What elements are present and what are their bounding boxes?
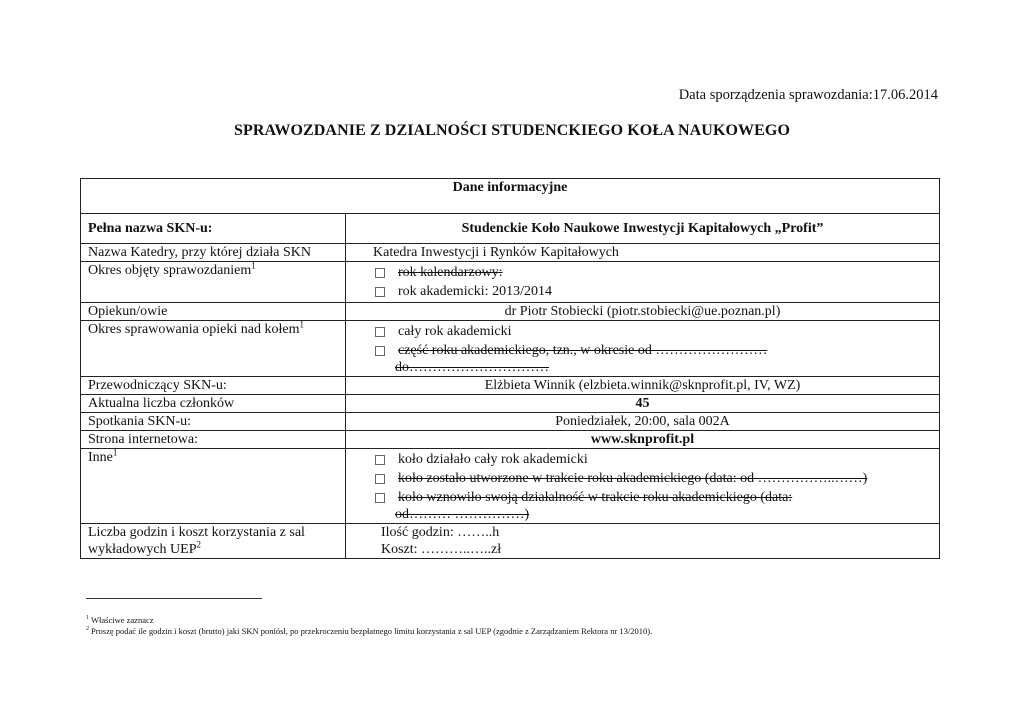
other-option-created[interactable] [373, 470, 932, 487]
members-label: Aktualna liczba członków [81, 395, 346, 413]
other-label-cell [81, 449, 346, 524]
meetings-value: Poniedziałek, 20:00, sala 002A [346, 413, 940, 431]
period-label-cell [81, 262, 346, 303]
option-label: koło zostało utworzone w trakcie roku akademickiego (data: od ……………..……) [398, 471, 868, 486]
care-option-partial[interactable] [373, 342, 932, 359]
checkbox-icon[interactable] [375, 455, 385, 465]
meetings-label: Spotkania SKN-u: [81, 413, 346, 431]
other-option-resumed-cont: od……… ……………) [395, 507, 530, 522]
hours-value: Ilość godzin: ……..h [381, 525, 500, 540]
period-option-academic[interactable] [373, 283, 932, 300]
table-row [81, 449, 940, 524]
care-options [346, 321, 940, 377]
checkbox-icon[interactable] [375, 346, 385, 356]
hours-label-line2: wykładowych UEP [88, 542, 197, 557]
table-row [81, 244, 940, 262]
checkbox-icon[interactable] [375, 493, 385, 503]
document-title: SPRAWOZDANIE Z DZIALNOŚCI STUDENCKIEGO KOŁA NAUKOWEGO [233, 122, 791, 139]
other-options [346, 449, 940, 524]
checkbox-icon[interactable] [375, 474, 385, 484]
footnote-ref: 1 [299, 319, 304, 330]
supervisor-label: Opiekun/owie [81, 303, 346, 321]
full-name-label: Pełna nazwa SKN-u: [81, 214, 346, 244]
table-row [81, 431, 940, 449]
footnote-1 [86, 615, 154, 625]
info-table [80, 178, 940, 559]
other-label: Inne [88, 450, 113, 465]
table-row [81, 395, 940, 413]
period-label: Okres objęty sprawozdaniem [88, 263, 252, 278]
website-label: Strona internetowa: [81, 431, 346, 449]
footnote-ref: 2 [196, 539, 201, 550]
supervisor-value: dr Piotr Stobiecki (piotr.stobiecki@ue.poznan.pl) [346, 303, 940, 321]
chair-label: Przewodniczący SKN-u: [81, 377, 346, 395]
period-options [346, 262, 940, 303]
footnote-ref: 1 [112, 447, 118, 458]
other-option-resumed[interactable] [373, 489, 932, 506]
care-option-partial-cont: do………………………… [395, 360, 549, 375]
care-option-full-year[interactable] [373, 323, 932, 340]
table-row [81, 321, 940, 377]
full-name-value: Studenckie Koło Naukowe Inwestycji Kapitałowych „Profit” [346, 214, 940, 244]
footnote-text: Właściwe zaznacz [91, 615, 154, 625]
table-row [81, 214, 940, 244]
table-header-row [81, 179, 940, 214]
hours-label-line1: Liczba godzin i koszt korzystania z sal [88, 525, 305, 540]
table-row [81, 377, 940, 395]
period-option-calendar[interactable] [373, 264, 932, 281]
care-label: Okres sprawowania opieki nad kołem [88, 322, 300, 337]
option-label: cały rok akademicki [398, 324, 512, 339]
checkbox-icon[interactable] [375, 287, 385, 297]
option-label: rok kalendarzowy: [398, 265, 503, 280]
footnote-divider [86, 598, 262, 599]
option-label: część roku akademickiego, tzn., w okresie od …………………… [398, 343, 768, 358]
table-row [81, 413, 940, 431]
footnote-mark: 2 [86, 626, 89, 633]
department-value [346, 244, 940, 262]
department-label: Nazwa Katedry, przy której działa SKN [81, 244, 346, 262]
care-label-cell [81, 321, 346, 377]
footnote-mark: 1 [86, 615, 89, 622]
footnote-2 [86, 626, 652, 636]
cost-value: Koszt: ………..…..zł [381, 542, 502, 557]
table-row [81, 303, 940, 321]
checkbox-icon[interactable] [375, 268, 385, 278]
hours-values [346, 524, 940, 559]
department-text: Katedra Inwestycji i Rynków Kapitałowych [373, 245, 619, 260]
hours-label-cell [81, 524, 346, 559]
members-value: 45 [346, 395, 940, 413]
report-date: Data sporządzenia sprawozdania:17.06.2014 [678, 87, 938, 103]
checkbox-icon[interactable] [375, 327, 385, 337]
option-label: koło wznowiło swoją działalność w trakcie roku akademickiego (data: [398, 490, 793, 505]
hours-label-line2-wrap [88, 541, 338, 558]
option-label: koło działało cały rok akademicki [398, 452, 588, 467]
table-row [81, 262, 940, 303]
other-option-full-year[interactable] [373, 451, 932, 468]
footnote-text: Proszę podać ile godzin i koszt (brutto) jaki SKN poniósł, po przekroczeniu bezpłatnego limitu korzystania z sal UEP (zgodnie z Zarządzaniem Rektora nr 13/2010). [91, 626, 653, 636]
website-link[interactable]: www.sknprofit.pl [346, 431, 940, 449]
chair-value: Elżbieta Winnik (elzbieta.winnik@sknprofit.pl, IV, WZ) [346, 377, 940, 395]
table-row [81, 524, 940, 559]
section-title: Dane informacyjne [81, 179, 940, 214]
option-label: rok akademicki: 2013/2014 [398, 284, 552, 299]
footnote-ref: 1 [251, 260, 256, 271]
